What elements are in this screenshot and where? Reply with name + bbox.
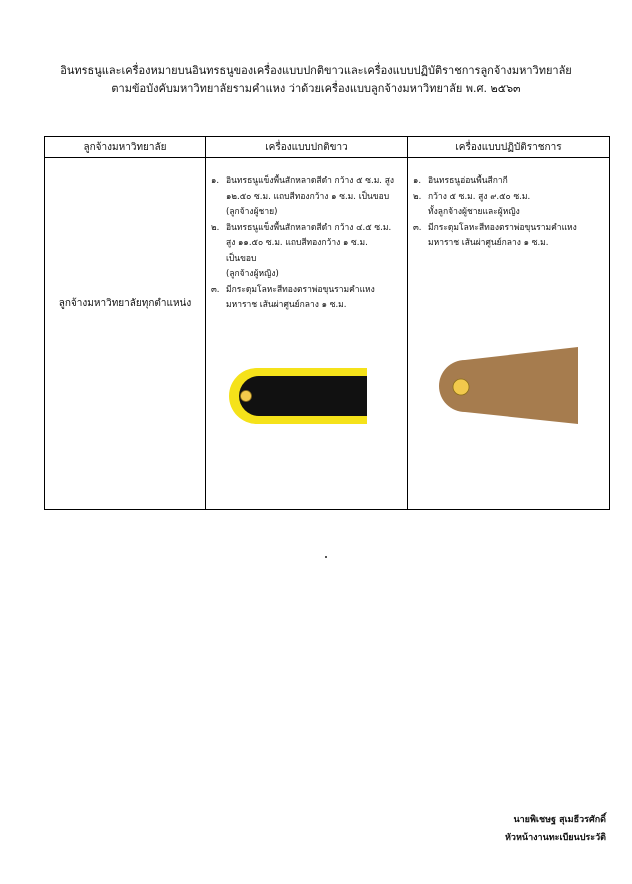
header-employee: ลูกจ้างมหาวิทยาลัย bbox=[45, 137, 206, 158]
duty-uniform-list bbox=[408, 158, 609, 252]
header-white-uniform: เครื่องแบบปกติขาว bbox=[206, 137, 408, 158]
list-item: ๒. อินทรธนูแข็งพื้นสักหลาดสีดำ กว้าง ๔.๕ ซ.ม. สูง ๑๑.๕๐ ซ.ม. แถบสีทองกว้าง ๑ ซ.ม. เป็นขอบ (ลูกจ้างผู้หญิง) bbox=[211, 222, 392, 279]
list-item: ๓. มีกระดุมโลหะสีทองตราพ่อขุนรามคำแหง มหาราช เส้นผ่าศูนย์กลาง ๑ ซ.ม. bbox=[413, 222, 577, 248]
doc-title-line1: อินทรธนูและเครื่องหมายบนอินทรธนูของเครื่องแบบปกติขาวและเครื่องแบบปฏิบัติราชการลูกจ้างมหาวิทยาลัย bbox=[60, 64, 572, 77]
category-label: ลูกจ้างมหาวิทยาลัยทุกตำแหน่ง bbox=[58, 298, 192, 309]
stray-dot bbox=[325, 556, 327, 558]
button-icon bbox=[241, 391, 252, 402]
list-item: ๑. อินทรธนูแข็งพื้นสักหลาดสีดำ กว้าง ๕ ซ.ม. สูง ๑๒.๕๐ ซ.ม. แถบสีทองกว้าง ๑ ซ.ม. เป็นขอบ (ลูกจ้างผู้ชาย) bbox=[211, 176, 395, 217]
list-item: ๑. อินทรธนูอ่อนพื้นสีกากี bbox=[413, 176, 508, 186]
table-header-row bbox=[45, 137, 610, 158]
list-item: ๓. มีกระดุมโลหะสีทองตราพ่อขุนรามคำแหง มหาราช เส้นผ่าศูนย์กลาง ๑ ซ.ม. bbox=[211, 284, 375, 310]
white-uniform-list bbox=[206, 158, 407, 314]
uniform-table bbox=[44, 136, 610, 510]
doc-title-line2: ตามข้อบังคับมหาวิทยาลัยรามคำแหง ว่าด้วยเครื่องแบบลูกจ้างมหาวิทยาลัย พ.ศ. ๒๕๖๓ bbox=[111, 82, 521, 95]
button-icon bbox=[453, 379, 469, 395]
header-duty-uniform: เครื่องแบบปฏิบัติราชการ bbox=[408, 137, 610, 158]
table-row bbox=[45, 158, 610, 510]
category-cell bbox=[45, 158, 206, 510]
signature-name: นายพิเชษฐ สุเมธีวรศักดิ์ bbox=[513, 815, 606, 825]
white-uniform-cell bbox=[206, 158, 408, 510]
khaki-epaulette-image bbox=[428, 346, 583, 426]
signature-role: หัวหน้างานทะเบียนประวัติ bbox=[505, 833, 606, 843]
duty-uniform-cell bbox=[408, 158, 610, 510]
black-epaulette-image bbox=[217, 364, 367, 428]
list-item: ๒. กว้าง ๕ ซ.ม. สูง ๙.๕๐ ซ.ม. ทั้งลูกจ้างผู้ชายและผู้หญิง bbox=[413, 191, 531, 217]
